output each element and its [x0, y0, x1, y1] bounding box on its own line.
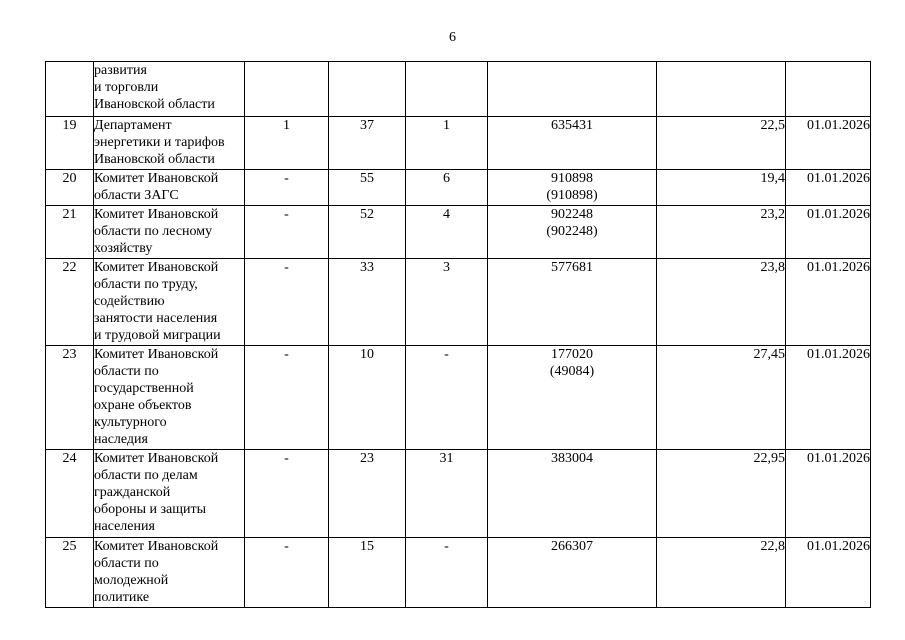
cell-fund: [488, 206, 657, 259]
cell-name-line: и торговли: [94, 80, 159, 95]
table-row: [46, 538, 871, 608]
cell-date: 01.01.2026: [786, 450, 871, 538]
page-number: 6: [449, 30, 456, 45]
cell-date: 01.01.2026: [786, 206, 871, 259]
cell-name-line: наследия: [94, 432, 148, 447]
cell-name-line: государственной: [94, 381, 194, 396]
cell-wage: 23,8: [657, 259, 786, 346]
cell-name-line: Комитет Ивановской: [94, 539, 219, 554]
cell-name-line: области по лесному: [94, 224, 213, 239]
cell-date: 01.01.2026: [786, 259, 871, 346]
table-row: [46, 206, 871, 259]
cell-col5: 6: [406, 170, 488, 206]
cell-number: 24: [46, 450, 94, 538]
cell-name-line: культурного: [94, 415, 167, 430]
cell-name-line: содействию: [94, 294, 165, 309]
cell-name: [94, 259, 245, 346]
cell-col4: 37: [329, 117, 406, 170]
cell-fund: [488, 450, 657, 538]
cell-number: 23: [46, 346, 94, 450]
cell-number: 22: [46, 259, 94, 346]
cell-fund: [488, 346, 657, 450]
cell-fund-line: 577681: [551, 260, 593, 275]
cell-name-line: занятости населения: [94, 311, 218, 326]
cell-name: [94, 450, 245, 538]
table-row: [46, 117, 871, 170]
cell-col5: -: [406, 538, 488, 608]
cell-name-line: области по труду,: [94, 277, 198, 292]
cell-date: 01.01.2026: [786, 117, 871, 170]
cell-col5: 31: [406, 450, 488, 538]
cell-name-line: Департамент: [94, 118, 172, 133]
cell-col4: 23: [329, 450, 406, 538]
cell-name-line: политике: [94, 590, 150, 605]
cell-number: 20: [46, 170, 94, 206]
cell-name-line: обороны и защиты: [94, 502, 207, 517]
cell-fund-line: 177020: [551, 347, 593, 362]
cell-date: 01.01.2026: [786, 346, 871, 450]
cell-name: [94, 346, 245, 450]
cell-col3: -: [245, 450, 329, 538]
cell-col3: -: [245, 538, 329, 608]
cell-col5: 1: [406, 117, 488, 170]
cell-col4: 10: [329, 346, 406, 450]
cell-name-line: хозяйству: [94, 241, 153, 256]
cell-name: [94, 170, 245, 206]
cell-col4: [329, 62, 406, 117]
cell-wage: 27,45: [657, 346, 786, 450]
cell-col4: 55: [329, 170, 406, 206]
cell-name-line: гражданской: [94, 485, 171, 500]
cell-name-line: Комитет Ивановской: [94, 451, 219, 466]
cell-name-line: Комитет Ивановской: [94, 207, 219, 222]
cell-date: 01.01.2026: [786, 170, 871, 206]
cell-col3: 1: [245, 117, 329, 170]
cell-name-line: Комитет Ивановской: [94, 260, 219, 275]
table-row: [46, 450, 871, 538]
cell-fund: [488, 62, 657, 117]
cell-name: [94, 206, 245, 259]
cell-col5: -: [406, 346, 488, 450]
cell-name: [94, 62, 245, 117]
cell-name-line: Ивановской области: [94, 152, 215, 167]
cell-name-line: Ивановской области: [94, 97, 215, 112]
cell-name-line: области по: [94, 364, 159, 379]
cell-fund: [488, 170, 657, 206]
table-row: [46, 170, 871, 206]
cell-date: 01.01.2026: [786, 538, 871, 608]
cell-number: [46, 62, 94, 117]
cell-fund-line: (49084): [549, 364, 595, 379]
cell-name: [94, 117, 245, 170]
cell-name-line: области по: [94, 556, 159, 571]
cell-number: 25: [46, 538, 94, 608]
cell-col4: 15: [329, 538, 406, 608]
cell-col5: 3: [406, 259, 488, 346]
cell-wage: 22,5: [657, 117, 786, 170]
cell-name-line: области по делам: [94, 468, 198, 483]
table-row: [46, 259, 871, 346]
cell-wage: [657, 62, 786, 117]
table-row: [46, 346, 871, 450]
cell-name-line: Комитет Ивановской: [94, 347, 219, 362]
cell-fund: [488, 259, 657, 346]
cell-name-line: и трудовой миграции: [94, 328, 221, 343]
cell-fund-line: 635431: [551, 118, 593, 133]
cell-col4: 33: [329, 259, 406, 346]
cell-name: [94, 538, 245, 608]
cell-wage: 22,8: [657, 538, 786, 608]
cell-col3: -: [245, 346, 329, 450]
cell-fund: [488, 538, 657, 608]
cell-number: 21: [46, 206, 94, 259]
cell-col3: -: [245, 206, 329, 259]
cell-col4: 52: [329, 206, 406, 259]
cell-fund: [488, 117, 657, 170]
cell-fund-line: 910898: [551, 171, 593, 186]
cell-col3: [245, 62, 329, 117]
cell-name-line: области ЗАГС: [94, 188, 179, 203]
cell-col5: 4: [406, 206, 488, 259]
cell-name-line: молодежной: [94, 573, 169, 588]
cell-name-line: энергетики и тарифов: [94, 135, 225, 150]
cell-name-line: развития: [94, 63, 147, 78]
cell-wage: 23,2: [657, 206, 786, 259]
cell-fund-line: (910898): [546, 188, 598, 203]
cell-number: 19: [46, 117, 94, 170]
cell-name-line: Комитет Ивановской: [94, 171, 219, 186]
cell-date: [786, 62, 871, 117]
cell-name-line: населения: [94, 519, 155, 534]
cell-wage: 22,95: [657, 450, 786, 538]
organizations-table: [45, 61, 871, 608]
cell-fund-line: 266307: [551, 539, 593, 554]
cell-fund-line: (902248): [546, 224, 598, 239]
cell-name-line: охране объектов: [94, 398, 192, 413]
cell-fund-line: 383004: [551, 451, 593, 466]
cell-col5: [406, 62, 488, 117]
cell-col3: -: [245, 259, 329, 346]
cell-fund-line: 902248: [551, 207, 593, 222]
table-row: [46, 62, 871, 117]
cell-col3: -: [245, 170, 329, 206]
cell-wage: 19,4: [657, 170, 786, 206]
